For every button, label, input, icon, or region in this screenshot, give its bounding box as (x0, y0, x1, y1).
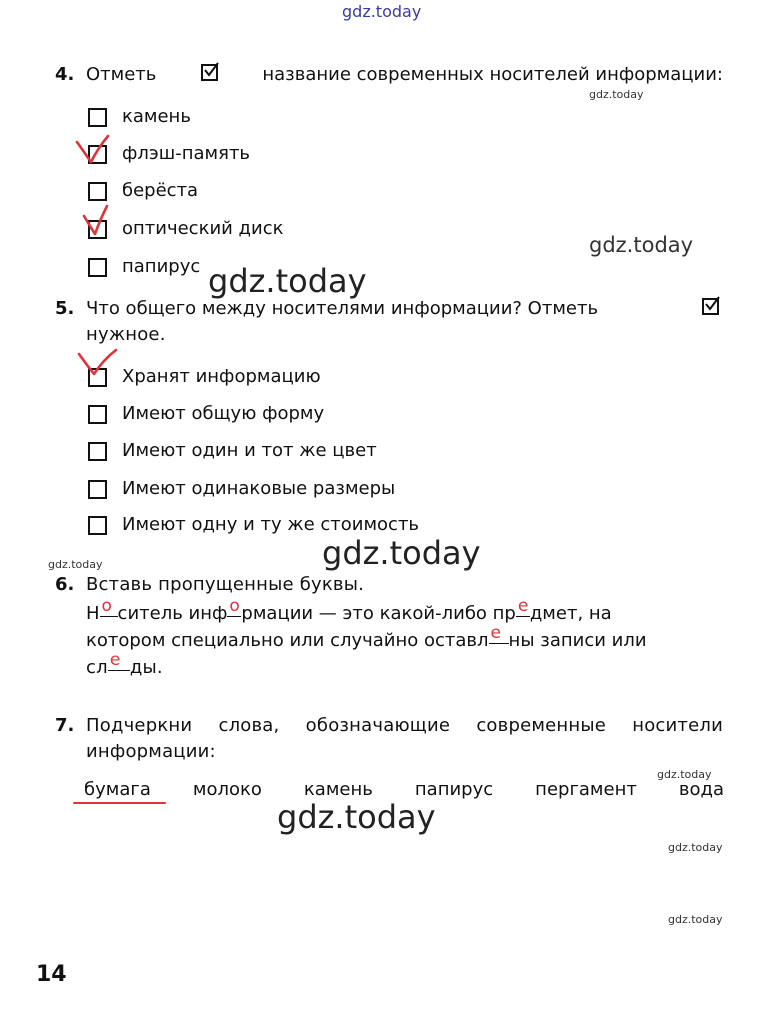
word-item[interactable]: бумага (84, 779, 151, 800)
checkbox-option-stone[interactable] (88, 108, 107, 127)
word-item[interactable]: папирус (414, 779, 494, 800)
question-6-line1 (86, 596, 723, 624)
question-7-line1: Подчеркни слова, обозначающие современные носители (86, 715, 723, 736)
word-item[interactable]: вода (678, 779, 724, 800)
checkbox-option-papyrus[interactable] (88, 258, 107, 277)
question-number: 7. (55, 715, 75, 736)
word-list (84, 779, 724, 800)
word-item[interactable]: молоко (192, 779, 262, 800)
question-number: 4. (55, 64, 75, 85)
option-label: Хранят информацию (122, 366, 321, 387)
watermark: gdz.today (208, 262, 367, 300)
handwritten-letter: о (229, 596, 240, 616)
handwritten-letter: е (517, 596, 529, 616)
question-5-line1 (86, 298, 723, 319)
watermark: gdz.today (48, 558, 103, 571)
option-label: папирус (122, 256, 201, 277)
handwritten-letter: о (101, 596, 112, 616)
checkbox-option-color[interactable] (88, 442, 107, 461)
option-label: камень (122, 106, 191, 127)
handwritten-letter: е (490, 623, 502, 643)
red-check-icon (74, 134, 114, 166)
text-fragment: котором специально или случайно оставл е ны записи или (86, 623, 647, 651)
question-4-prefix: Отметь (86, 64, 157, 85)
watermark: gdz.today (322, 534, 481, 572)
text-fragment: Н о ситель инф о рмации — это какой-либо пр е дмет, на (86, 596, 612, 624)
watermark-top: gdz.today (342, 2, 422, 21)
question-5-line2: нужное. (86, 324, 166, 345)
word-item[interactable]: камень (303, 779, 373, 800)
question-6-line2 (86, 623, 723, 651)
question-number: 5. (55, 298, 75, 319)
watermark: gdz.today (589, 88, 644, 101)
option-label: Имеют одинаковые размеры (122, 478, 396, 499)
page-number: 14 (36, 962, 67, 987)
handwritten-letter: е (109, 650, 121, 670)
red-underline (73, 802, 166, 804)
checkbox-glyph-icon (201, 64, 218, 81)
question-6-title: Вставь пропущенные буквы. (86, 574, 365, 595)
watermark: gdz.today (668, 913, 723, 926)
question-6-line3: сл е ды. (86, 650, 163, 678)
checkbox-option-shape[interactable] (88, 405, 107, 424)
option-label: Имеют один и тот же цвет (122, 440, 377, 461)
question-number: 6. (55, 574, 75, 595)
watermark: gdz.today (668, 841, 723, 854)
option-label: берёста (122, 180, 199, 201)
checkbox-option-size[interactable] (88, 480, 107, 499)
checkbox-option-birch[interactable] (88, 182, 107, 201)
checkbox-option-cost[interactable] (88, 516, 107, 535)
red-check-icon (80, 204, 114, 238)
watermark: gdz.today (589, 233, 694, 257)
red-check-icon (76, 346, 120, 380)
watermark: gdz.today (277, 798, 436, 836)
question-5-text: Что общего между носителями информации? Отметь (86, 298, 599, 319)
question-7-line2: информации: (86, 741, 216, 762)
option-label: Имеют общую форму (122, 403, 325, 424)
watermark: gdz.today (657, 768, 712, 781)
option-label: флэш-память (122, 143, 251, 164)
word-item[interactable]: пергамент (535, 779, 637, 800)
option-label: Имеют одну и ту же стоимость (122, 514, 420, 535)
question-4-suffix: название современных носителей информации: (262, 64, 723, 85)
option-label: оптический диск (122, 218, 284, 239)
checkbox-glyph-icon (702, 298, 719, 315)
question-4-text (86, 64, 723, 85)
